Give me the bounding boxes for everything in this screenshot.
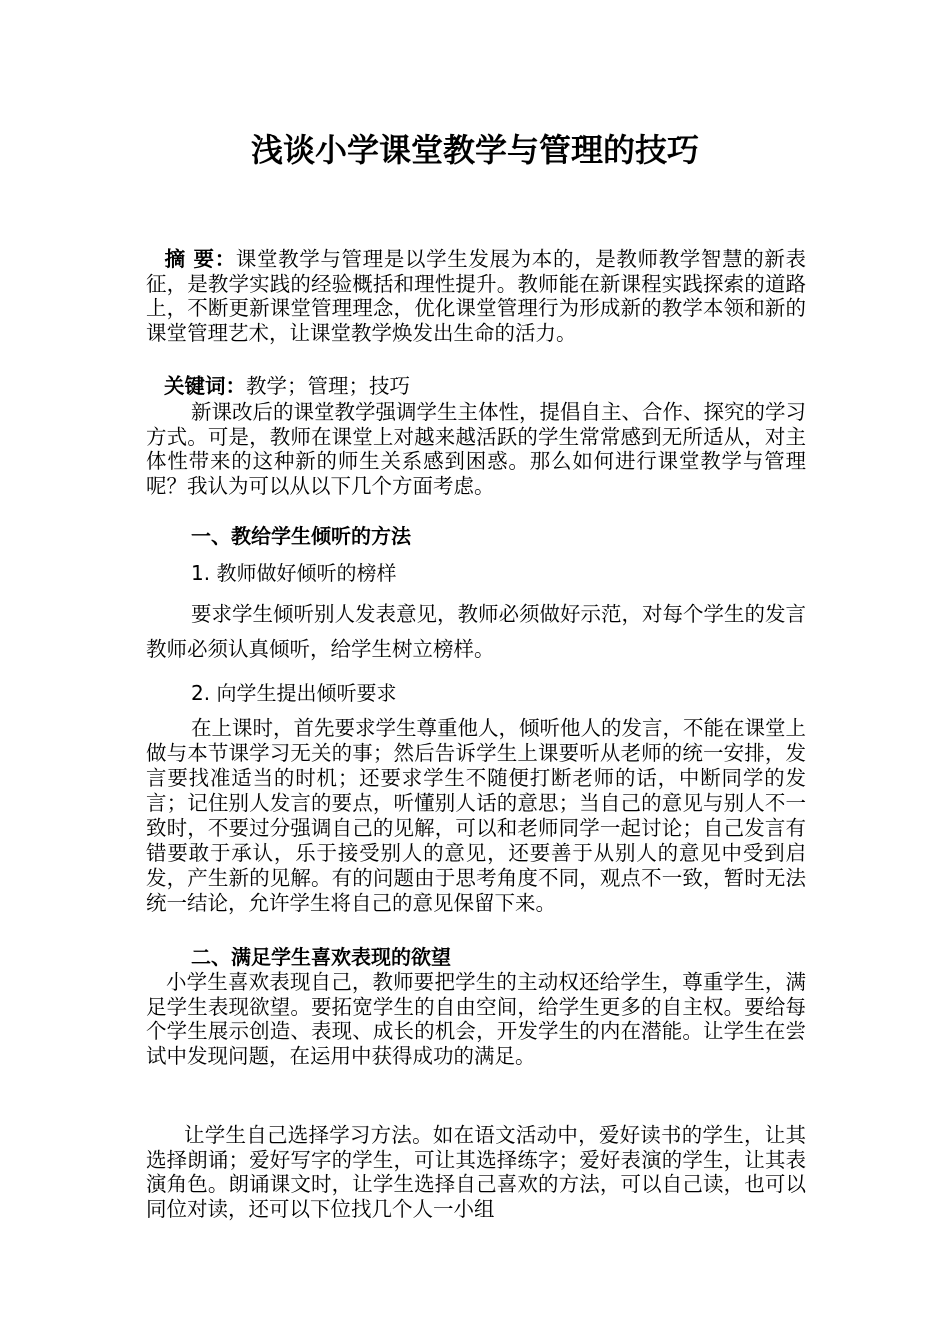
section2-paragraph-1: 小学生喜欢表现自己，教师要把学生的主动权还给学生，尊重学生，满足学生表现欲望。要拓宽学生的自由空间，给学生更多的自主权。要给每个学生展示创造、表现、成长的机会，开发学生的内在潜能。让学生在尝试中发现问题，在运用中获得成功的满足。: [146, 970, 806, 1068]
abstract-label: 摘 要：: [164, 247, 236, 271]
abstract-paragraph: [146, 247, 806, 345]
abstract-text: 课堂教学与管理是以学生发展为本的，是教师教学智慧的新表征，是教学实践的经验概括和理性提升。教师能在新课程实践探索的道路上，不断更新课堂管理理念，优化课堂管理行为形成新的教学本领和新的课堂管理艺术，让课堂教学焕发出生命的活力。: [146, 247, 806, 345]
section1-item1-text: 要求学生倾听别人发表意见，教师必须做好示范，对每个学生的发言教师必须认真倾听，给学生树立榜样。: [146, 602, 806, 661]
section1-item1-heading: 1. 教师做好倾听的榜样: [191, 561, 397, 585]
keywords-label: 关键词：: [164, 374, 246, 398]
keywords-text: 教学；管理；技巧: [246, 374, 410, 398]
section2-paragraph-2: 让学生自己选择学习方法。如在语文活动中，爱好读书的学生，让其选择朗诵；爱好写字的学生，可让其选择练字；爱好表演的学生，让其表演角色。朗诵课文时，让学生选择自己喜欢的方法，可以自己读，也可以同位对读，还可以下位找几个人一小组: [146, 1123, 806, 1221]
section1-heading: 一、教给学生倾听的方法: [191, 524, 411, 548]
section1-item2-heading: 2. 向学生提出倾听要求: [191, 681, 397, 705]
section2-heading: 二、满足学生喜欢表现的欲望: [191, 945, 451, 969]
keywords-paragraph: [146, 374, 806, 399]
section1-item2-text: 在上课时，首先要求学生尊重他人，倾听他人的发言，不能在课堂上做与本节课学习无关的事；然后告诉学生上课要听从老师的统一安排，发言要找准适当的时机；还要求学生不随便打断老师的话，中断同学的发言；记住别人发言的要点，听懂别人话的意思；当自己的意见与别人不一致时，不要过分强调自己的见解，可以和老师同学一起讨论；自己发言有错要敢于承认，乐于接受别人的意见，还要善于从别人的意见中受到启发，产生新的见解。有的问题由于思考角度不同，观点不一致，暂时无法统一结论，允许学生将自己的意见保留下来。: [146, 716, 806, 915]
document-title: 浅谈小学课堂教学与管理的技巧: [250, 131, 699, 169]
intro-paragraph: 新课改后的课堂教学强调学生主体性，提倡自主、合作、探究的学习方式。可是，教师在课堂上对越来越活跃的学生常常感到无所适从，对主体性带来的这种新的师生关系感到困惑。那么如何进行课堂教学与管理呢？我认为可以从以下几个方面考虑。: [146, 400, 806, 498]
